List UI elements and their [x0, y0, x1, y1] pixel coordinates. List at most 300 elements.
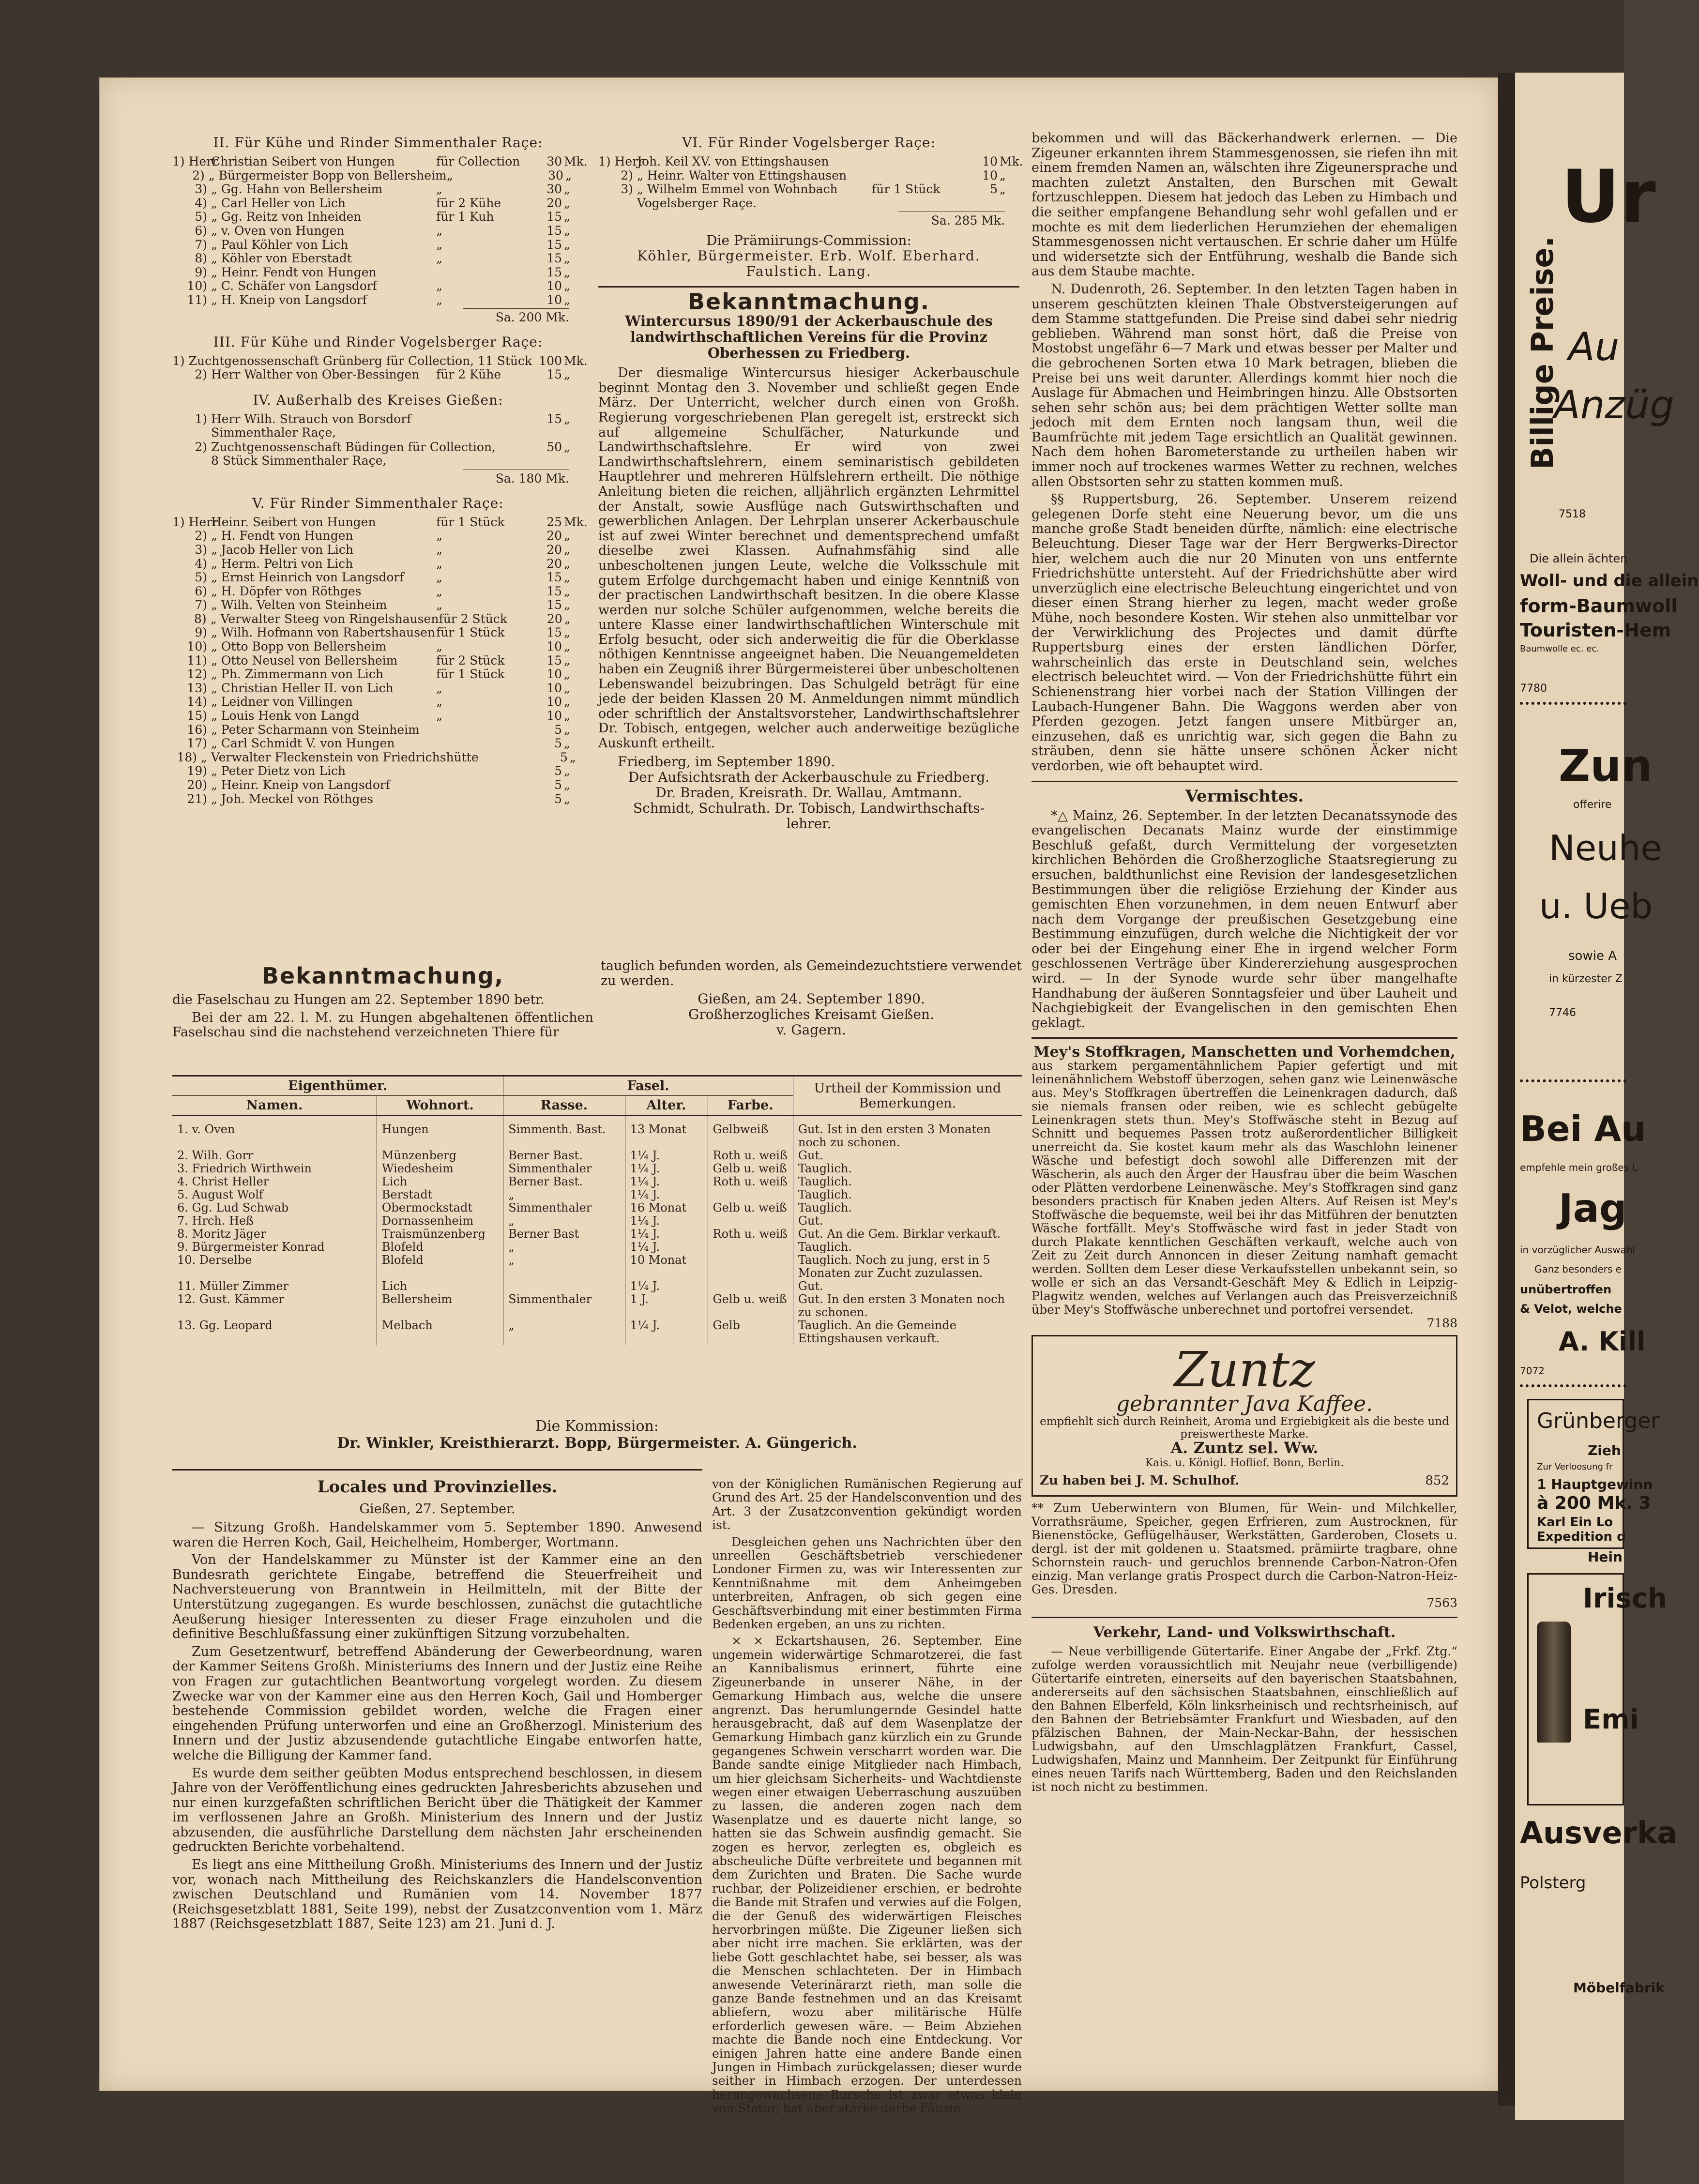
list-row [172, 585, 584, 599]
list-row [172, 224, 584, 238]
locales-date: Gießen, 27. September. [359, 1502, 516, 1517]
table-cell-rasse [503, 1280, 625, 1293]
row-number: 6) [195, 584, 207, 598]
row-name: „ H. Döpfer von Röthges [211, 584, 362, 598]
section-v-title: V. Für Rinder Simmenthaler Raçe: [252, 495, 504, 511]
adjacent-page [1515, 73, 1699, 2120]
list-row [172, 792, 584, 806]
row-unit: „ [564, 411, 570, 426]
row-number: 4) [195, 196, 207, 210]
row-name: „ Herm. Peltri von Lich [211, 556, 353, 571]
commission-title: Die Prämiirungs-Commission: [706, 232, 911, 249]
table-cell-farbe: Gelb [708, 1319, 793, 1345]
row-unit: „ [569, 750, 576, 764]
list-row [172, 598, 584, 612]
row-number: 8) [195, 251, 207, 266]
commission-line-2: Faulstich. Lang. [746, 263, 872, 280]
np-t5: Woll- und die allein [1520, 571, 1699, 591]
section-iii-title: III. Für Kühe und Rinder Vogelsberger Raçe: [213, 334, 543, 350]
decorative-border [1520, 1384, 1626, 1389]
row-number: 2) [621, 168, 633, 182]
row-number: 6) [195, 223, 207, 238]
column-1 [172, 131, 588, 806]
list-row [598, 182, 1019, 211]
row-extra [532, 354, 539, 368]
row-extra [436, 723, 528, 737]
row-name: „ Joh. Meckel von Röthges [211, 791, 374, 806]
row-value: 20 [546, 611, 562, 626]
np-n1: 7518 [1559, 508, 1586, 520]
list-row [172, 182, 584, 197]
row-name: Joh. Keil XV. von Ettingshausen [637, 154, 829, 168]
np-t26: 1 Hauptgewinn [1537, 1476, 1653, 1492]
table-row [172, 1162, 1022, 1175]
row-unit: „ [565, 168, 572, 182]
row-name: „ Louis Henk von Langd [211, 709, 360, 723]
row-unit: „ [564, 764, 570, 778]
row-value: 5 [554, 722, 562, 737]
list-row [172, 368, 584, 382]
row-number: 11) [187, 653, 207, 667]
row-name: „ Christian Heller II. von Lich [211, 681, 394, 695]
billige-preise-vertical: Billige Preise. [1525, 236, 1560, 470]
row-extra: „ [436, 639, 442, 654]
np-t13: sowie A [1568, 949, 1617, 963]
row-extra: „ [436, 681, 442, 695]
row-number: 1) [195, 411, 207, 426]
row-value: 30 [546, 182, 562, 197]
row-extra [436, 266, 528, 280]
table-cell-name: 7. Hrch. Heß [177, 1214, 254, 1228]
table-cell-urt: Gut. An die Gem. Birklar verkauft. [793, 1228, 1022, 1241]
row-name: „ Ernst Heinrich von Langsdorf [211, 570, 404, 585]
row-number: 2) [192, 168, 205, 182]
list-row [172, 353, 588, 368]
row-extra: „ [446, 168, 453, 182]
table-cell-alter: 1¼ J. [625, 1175, 708, 1188]
row-number: 12) [187, 667, 207, 682]
table-cell-farbe [708, 1254, 793, 1280]
row-unit: „ [564, 292, 570, 307]
section-iv-sum: Sa. 180 Mk. [463, 470, 569, 486]
row-unit: „ [564, 182, 570, 197]
np-t34: Polsterg [1520, 1873, 1586, 1893]
list-row [172, 667, 584, 682]
table-cell-name: 5. August Wolf [177, 1188, 263, 1201]
row-value: 5 [560, 750, 568, 764]
list-row [172, 238, 584, 252]
np-t3: Anzüg [1554, 382, 1674, 427]
np-t35: Möbelfabrik [1573, 1980, 1665, 1996]
table-cell-ort: Wiedesheim [377, 1162, 503, 1175]
row-number: 10) [187, 639, 207, 654]
row-unit: „ [564, 367, 570, 382]
table-cell-urt: Gut. [793, 1280, 1022, 1293]
row-unit: „ [564, 223, 570, 238]
row-extra: „ [436, 556, 442, 571]
zuntz-dealer-row [1040, 1473, 1449, 1488]
table-cell-ort: Bellersheim [377, 1293, 503, 1319]
table-cell-alter: 1¼ J. [625, 1280, 708, 1293]
table-cell-rasse: „ [503, 1319, 625, 1345]
faselschau-table-body [172, 1116, 1022, 1346]
table-cell-ort: Blofeld [377, 1241, 503, 1254]
row-number: 2) [195, 440, 207, 454]
article-dudenroth: N. Dudenroth, 26. September. In den letzten Tagen haben in unserem geschützten kleinen Thale Obstversteigerungen auf dem Stamme stattgefunden. Die Preise sind dabei sehr niedrig geblieben. Während man sonst hört, daß die Preise von Mostobst ungefähr 6—7 Mark und etwas besser per Malter und die gebrochenen Sorten etwa 10 Mark betragen, blieben die Preise bei uns weit darunter. Allerdings kommt hier noch die Auslage für Abmachen und Heimbringen hinzu. Alle Obstsorten sehen sehr schön aus; bei dem prächtigen Wetter sollte man jedoch mit dem Ernten noch langsam thun, weil die Baumfrüchte mit jedem Tage ersichtlich an Qualität gewinnen. Nach dem hohen Barometerstande zu urtheilen haben wir immer noch auf trockenes warmes Wetter zu rechnen, welches allen Obstsorten sehr zu statten kommen muß. [1032, 281, 1457, 489]
row-extra: „ [436, 237, 442, 252]
row-value: 20 [546, 542, 562, 557]
list-row [172, 169, 584, 183]
row-name: „ Wilhelm Emmel von Wohnbach Vogelsberger Raçe. [637, 182, 838, 210]
table-cell-alter: 1¼ J. [625, 1188, 708, 1201]
row-unit: Mk. [1000, 154, 1023, 168]
np-t21: & Velot, welche [1520, 1302, 1622, 1316]
row-name: „ Gg. Hahn von Bellersheim [211, 182, 383, 197]
row-value: 20 [546, 196, 562, 210]
table-cell-ort: Münzenberg [377, 1149, 503, 1162]
table-cell-urt: Gut. [793, 1214, 1022, 1228]
table-cell-name: 1. v. Oven [172, 1116, 377, 1150]
row-unit: „ [1000, 182, 1006, 197]
row-number: 11) [187, 292, 207, 307]
list-row [172, 654, 584, 668]
header-name: Namen. [172, 1096, 377, 1116]
list-row [172, 778, 584, 792]
table-cell-name: 8. Moritz Jäger [177, 1227, 266, 1241]
list-row [172, 293, 584, 307]
table-cell-urt: Tauglich. [793, 1188, 1022, 1201]
row-number: 17) [187, 736, 207, 751]
row-value: 10 [982, 168, 998, 182]
row-number: 1) Herr [172, 515, 218, 529]
row-unit: „ [564, 791, 570, 806]
row-unit: „ [564, 709, 570, 723]
locales-para-2: Von der Handelskammer zu Münster ist der Kammer eine an den Bundesrath gerichtete Eingabe, betreffend die Steuerfreiheit und Nachversteuerung von Branntwein in Heilmitteln, mit der Bitte der Unterstützung zugegangen. Es wurde beschlossen, zunächst die gutachtliche Aeußerung hiesiger Interessenten zu dieser Frage einzuholen und die definitive Beschlußfassung einer zukünftigen Sitzung vorzubehalten. [172, 1552, 702, 1642]
row-value: 30 [548, 168, 563, 182]
row-value: 5 [554, 778, 562, 792]
table-cell-alter: 1¼ J. [625, 1319, 708, 1345]
row-name: „ Ph. Zimmermann von Lich [211, 667, 383, 682]
np-t7: Touristen-Hem [1520, 620, 1671, 641]
table-cell-alter: 10 Monat [625, 1254, 708, 1280]
table-row [172, 1241, 1022, 1254]
row-name: „ Leidner von Villingen [211, 695, 353, 709]
row-number: 16) [187, 722, 207, 737]
np-t14: in kürzester Z [1549, 973, 1623, 985]
row-unit: „ [564, 542, 570, 557]
table-header-row-1 [172, 1076, 1022, 1096]
table-cell-ort: Lich [377, 1280, 503, 1293]
row-extra [436, 737, 528, 751]
row-value: 30 [546, 154, 562, 168]
table-cell-alter: 1 J. [625, 1293, 708, 1319]
row-value: 15 [546, 570, 562, 585]
newspaper-page [99, 77, 1498, 2116]
locales-title: Locales und Provinzielles. [317, 1477, 558, 1497]
np-t33: Ausverka [1520, 1815, 1678, 1850]
row-number: 9) [195, 625, 207, 640]
table-cell-rasse: Simmenthaler [503, 1293, 625, 1319]
table-cell-farbe [708, 1188, 793, 1201]
stove-illustration [1537, 1622, 1571, 1743]
row-value: 15 [546, 237, 562, 252]
row-extra: für 1 Stück [436, 625, 505, 640]
header-owner: Eigenthümer. [172, 1076, 503, 1096]
table-cell-alter: 1¼ J. [625, 1228, 708, 1241]
row-number: 21) [187, 791, 207, 806]
row-value: 5 [990, 182, 998, 197]
kommission-block [172, 1418, 1022, 1452]
row-number: 1) [172, 353, 185, 368]
row-unit: „ [564, 653, 570, 667]
table-cell-name: 2. Wilh. Gorr [177, 1149, 254, 1162]
table-cell-name: 10. Derselbe [177, 1253, 252, 1267]
decorative-border [1520, 702, 1626, 707]
row-name: „ Jacob Heller von Lich [211, 542, 354, 557]
row-name: Herr Walther von Ober-Bessingen [211, 367, 420, 382]
row-name: „ Gg. Reitz von Inheiden [211, 210, 362, 224]
row-number: 5) [195, 570, 207, 585]
row-name: „ v. Oven von Hungen [211, 223, 345, 238]
java-kaffee-logo-text: gebrannter Java Kaffee. [1116, 1392, 1373, 1417]
np-t22: A. Kill [1559, 1326, 1646, 1357]
row-unit: „ [564, 778, 570, 792]
row-value: 20 [546, 556, 562, 571]
row-value: 50 [546, 440, 562, 454]
table-row [172, 1319, 1022, 1345]
zuntz-logo-text: Zuntz [1174, 1341, 1315, 1398]
row-value: 15 [546, 251, 562, 266]
table-cell-name: 9. Bürgermeister Konrad [177, 1240, 325, 1254]
section-ii-title: II. Für Kühe und Rinder Simmenthaler Raçe: [213, 135, 543, 151]
row-extra [436, 792, 528, 806]
table-row [172, 1228, 1022, 1241]
row-value: 15 [546, 367, 562, 382]
row-extra: „ [436, 598, 442, 612]
row-number: 8) [194, 611, 207, 626]
bekanntmachung-text: Der diesmalige Wintercursus hiesiger Ackerbauschule beginnt Montag den 3. November und schließt gegen Ende März. Der Unterricht, welcher durch einen von Großh. Regierung vorgeschriebenen Plan geregelt ist, erstreckt sich auf allgemeine Schulfächer, Naturkunde und Landwirthschaftslehre. Er wird von zwei Landwirthschaftslehrern, einem seminaristisch gebildeten Hauptlehrer und mehreren Hülfslehrern ertheilt. Die nöthige Anleitung bieten die reichen, alljährlich ergänzten Lehrmittel der Anstalt, sowie Ausflüge nach Gutswirthschaften und gewerblichen Anlagen. Der Lehrplan unserer Ackerbauschule ist auf zwei Winter berechnet und dementsprechend umfaßt dieselbe zwei Klassen. Aufnahmsfähig sind alle unbescholtenen jungen Leute, welche die Volksschule mit gutem Erfolge durchgemacht haben und einige Kenntniß von der practischen Landwirthschaft besitzen. In die obere Klasse werden nur solche Schüler aufgenommen, welche bereits die untere Klasse einer landwirthschaftlichen Winterschule mit Erfolg besucht, oder sich anderweitig die für die Oberklasse nöthigen Kenntnisse angeeignet haben. Die Neuangemeldeten haben ein Zeugniß ihrer Bürgermeisterei über unbescholtenen Lebenswandel beizubringen. Das Schulgeld beträgt für eine jede der beiden Klassen 20 M. Anmeldungen nimmt mündlich oder schriftlich der Anstaltsvorsteher, Landwirthschaftslehrer Dr. Tobisch, entgegen, welcher auch anderweitige bezügliche Auskunft ertheilt. [598, 365, 1019, 751]
row-extra: „ [436, 570, 442, 585]
row-number: 4) [195, 556, 207, 571]
list-row [172, 197, 584, 211]
table-cell-urt: Gut. Ist in den ersten 3 Monaten noch zu schonen. [793, 1116, 1022, 1150]
row-name: Herr Wilh. Strauch von Borsdorf Simmenthaler Raçe, [211, 411, 411, 440]
row-unit: „ [564, 681, 570, 695]
row-unit: „ [564, 695, 570, 709]
list-row [598, 154, 1023, 169]
row-value: 10 [546, 639, 562, 654]
row-name: „ Bürgermeister Bopp von Bellersheim [208, 168, 447, 182]
table-cell-rasse: Berner Bast [503, 1228, 625, 1241]
row-unit: „ [564, 440, 570, 454]
table-cell-rasse: Berner Bast. [503, 1149, 625, 1162]
heater-ad-number: 7563 [1426, 1596, 1457, 1610]
table-cell-ort: Hungen [377, 1116, 503, 1150]
table-cell-urt: Tauglich. [793, 1175, 1022, 1188]
row-unit: „ [564, 265, 570, 279]
row-value: 10 [546, 292, 562, 307]
vermischtes-text: *△ Mainz, 26. September. In der letzten Decanatssynode des evangelischen Decanats Mainz wurde der einstimmige Beschluß gefaßt, durch Vermittelung der vorgesetzten kirchlichen Behörden die Großherzogliche Staatsregierung zu ersuchen, baldthunlichst eine Revision der landesgesetzlichen Bestimmungen über die religiöse Erziehung der Kinder aus gemischten Ehen vorzunehmen, in dem neuen Entwurf aber nach dem Vorgange der preußischen Gesetzgebung eine Bestimmung einzufügen, durch welche die Nichtigkeit der vor oder bei der Eingehung einer Ehe in irgend welcher Form geschlossenen Verträge über Kindererziehung ausgesprochen wird. — In der Synode wurde sehr über mangelhafte Handhabung der äußeren Sonntagsfeier und über Lauheit und Nachgiebigkeit der Evangelischen in den gemischten Ehen geklagt. [1032, 808, 1457, 1031]
row-name: „ Carl Heller von Lich [211, 196, 346, 210]
zuntz-dealer: Zu haben bei J. M. Schulhof. [1040, 1473, 1240, 1488]
np-t28: Karl Ein Lo [1537, 1515, 1613, 1530]
np-t32: Emi [1583, 1704, 1639, 1735]
header-rasse: Rasse. [503, 1096, 625, 1116]
row-value: 25 [546, 515, 562, 529]
row-extra: für 2 Kühe [436, 196, 501, 210]
table-row [172, 1149, 1022, 1162]
row-unit: „ [564, 611, 571, 626]
zuntz-ad-number: 852 [1425, 1473, 1449, 1488]
zuntz-firm-sub: Kais. u. Königl. Hoflief. Bonn, Berlin. [1145, 1457, 1344, 1470]
np-t31: Irisch [1583, 1583, 1668, 1614]
signature-2: Dr. Braden, Kreisrath. Dr. Wallau, Amtmann. [655, 784, 962, 801]
table-cell-farbe: Roth u. weiß [708, 1228, 793, 1241]
list-row [172, 709, 584, 723]
list-row [172, 543, 584, 557]
row-value: 10 [546, 279, 562, 293]
table-row [172, 1175, 1022, 1188]
divider [1032, 1617, 1457, 1618]
header-fasel: Fasel. [503, 1076, 793, 1096]
row-name: „ H. Kneip von Langsdorf [211, 292, 367, 307]
row-extra: „ [436, 182, 442, 197]
table-cell-farbe: Roth u. weiß [708, 1175, 793, 1188]
article-continued: bekommen und will das Bäckerhandwerk erlernen. — Die Zigeuner erkannten ihrem Stammesgenossen, sie riefen ihn mit einem fremden Namen an, wälschten ihre Zigeunersprache und machten zuletzt Anstalten, den Burschen mit Gewalt fortzuschleppen. Diesem hat jedoch das Leben zu Himbach und die seither empfangene Behandlung sehr wohl gefallen und er mochte es mit dem liederlichen Herumziehen der ehemaligen Stammesgenossen nicht vertauschen. Er schrie daher um Hülfe und widersetzte sich der Entführung, weshalb die Bande sich aus dem Staube machte. [1032, 131, 1457, 279]
row-number: 18) [177, 750, 197, 764]
row-extra [872, 169, 964, 183]
book-binding [1498, 73, 1515, 2106]
row-number: 1) Herr [172, 154, 218, 168]
mey-ad-text: aus starkem pergamentähnlichem Papier gefertigt und mit leinenähnlichem Webstoff überzogen, sehen ganz wie Leinenwäsche aus. Mey's Stoffkragen übertreffen die Leinenkragen dadurch, daß sie niemals fransen oder reiben, wie es schlecht gebügelte Leinenkragen stets thun. Mey's Stoffwäsche steht in Bezug auf Schnitt und bequemes Passen trotz außerordentlicher Billigkeit unerreicht da. Sie kostet kaum mehr als das Waschlohn leinener Wäsche und befestigt doch sowohl alle Differenzen mit der Wäscherin, als auch den Ärger der Hausfrau über die beim Waschen oder Plätten verdorbene Leinenwäsche. Mey's Stoffkragen sind ganz besonders practisch für Knaben jeden Alters. Auf Reisen ist Mey's Stoffwäsche die bequemste, weil bei ihr das Mitführen der benutzten Wäsche fortfällt. Mey's Stoffwäsche wird fast in jeder Stadt von durch Plakate kenntlichen Geschäften verkauft, welche auch von Zeit zu Zeit durch Annoncen in dieser Zeitung namhaft gemacht werden. Sollten dem Leser diese Verkaufsstellen unbekannt sein, so wolle er sich an das Versandt-Geschäft Mey & Edlich in Leipzig-Plagwitz wenden, welches auf Verlangen auch das Preisverzeichniß über Mey's Stoffwäsche unberechnet und portofrei versendet. [1032, 1059, 1457, 1317]
table-cell-rasse: „ [503, 1241, 625, 1254]
list-row [172, 626, 584, 640]
list-row [172, 695, 584, 709]
table-cell-alter: 1¼ J. [625, 1241, 708, 1254]
row-number: 3) [195, 542, 207, 557]
column-2 [598, 131, 1023, 832]
row-extra: „ [436, 529, 442, 543]
row-unit: „ [564, 196, 570, 210]
table-cell-ort: Dornassenheim [377, 1214, 503, 1228]
row-unit: „ [564, 210, 570, 224]
row-number: 3) [621, 182, 633, 197]
np-n4: 7072 [1520, 1365, 1545, 1377]
np-t19: Ganz besonders e [1534, 1263, 1622, 1275]
row-extra [872, 155, 964, 169]
signature-4: lehrer. [786, 815, 832, 832]
signature-3: Schmidt, Schulrath. Dr. Tobisch, Landwirthschafts- [633, 800, 985, 816]
faselschau-office: Großherzogliches Kreisamt Gießen. [688, 1006, 934, 1023]
section-iv-title: IV. Außerhalb des Kreises Gießen: [253, 392, 503, 408]
row-name: „ Peter Dietz von Lich [211, 764, 346, 778]
row-number: 3) [195, 182, 207, 197]
section-v-list [172, 515, 588, 806]
row-extra: für 1 Kuh [436, 210, 494, 224]
faselschau-text-2: Bei der am 22. l. M. zu Hungen abgehaltenen öffentlichen Faselschau sind die nachstehend verzeichneten Thiere für [172, 1010, 593, 1040]
row-name: „ Otto Bopp von Bellersheim [211, 639, 387, 654]
table-cell-alter: 1¼ J. [625, 1162, 708, 1175]
row-name: „ H. Fendt von Hungen [211, 529, 353, 543]
np-t6: form-Baumwoll [1520, 595, 1678, 617]
table-row [172, 1280, 1022, 1293]
row-unit: „ [564, 529, 570, 543]
row-value: 15 [546, 265, 562, 279]
row-unit: Mk. [564, 353, 588, 368]
table-cell-urt: Tauglich. An die Gemeinde Ettingshausen verkauft. [793, 1319, 1022, 1345]
table-cell-name: 13. Gg. Leopard [177, 1319, 273, 1332]
table-cell-ort: Obermockstadt [377, 1201, 503, 1214]
table-cell-urt: Tauglich. Noch zu jung, erst in 5 Monaten zur Zucht zuzulassen. [793, 1254, 1022, 1280]
table-cell-urt: Tauglich. [793, 1201, 1022, 1214]
list-row [172, 266, 584, 280]
heater-advertisement [1032, 1502, 1457, 1610]
row-unit: „ [564, 667, 570, 682]
row-value: 15 [546, 653, 562, 667]
table-cell-urt: Tauglich. [793, 1162, 1022, 1175]
row-unit: „ [564, 625, 570, 640]
row-number: 5) [195, 210, 207, 224]
row-name: „ Köhler von Eberstadt [211, 251, 352, 266]
table-cell-urt: Gut. [793, 1149, 1022, 1162]
row-name: Zuchtgenossenschaft Büdingen für Collection, 8 Stück Simmenthaler Raçe, [211, 440, 496, 468]
row-unit: „ [564, 251, 570, 266]
row-value: 15 [546, 584, 562, 598]
row-number: 15) [187, 709, 207, 723]
locales-para-3: Zum Gesetzentwurf, betreffend Abänderung der Gewerbeordnung, waren der Kammer Seitens Großh. Ministeriums des Innern und der Justiz eine Reihe von Fragen zur gutachtlichen Beantwortung vorgelegt worden. Zu diesem Zwecke war von der Kammer eine aus den Herren Koch, Gail und Homberger bestehende Commission gebildet worden, welche die Fragen einer eingehenden Prüfung unterworfen und eine an Großherzogl. Ministerium des Innern und der Justiz abzusendende gutachtliche Eingabe entworfen hatte, welche die Billigung der Kammer fand. [172, 1644, 702, 1763]
table-cell-farbe: Roth u. weiß [708, 1149, 793, 1162]
table-cell-name: 12. Gust. Kämmer [177, 1292, 285, 1306]
header-farbe: Farbe. [708, 1096, 793, 1116]
table-cell-name: 6. Gg. Lud Schwab [177, 1201, 289, 1214]
mey-ad-number: 7188 [1426, 1316, 1457, 1331]
row-extra [436, 764, 528, 778]
divider [172, 1469, 702, 1471]
list-row [172, 764, 584, 778]
section-vi-title: VI. Für Rinder Vogelsberger Raçe: [682, 135, 936, 151]
np-t29: Expedition d [1537, 1530, 1626, 1544]
zuntz-firm: A. Zuntz sel. Ww. [1170, 1439, 1319, 1457]
signature-1: Der Aufsichtsrath der Ackerbauschule zu Friedberg. [628, 769, 990, 785]
section-vi-sum: Sa. 285 Mk. [898, 212, 1005, 228]
table-cell-ort: Melbach [377, 1319, 503, 1345]
np-t16: empfehle mein großes L [1520, 1162, 1638, 1173]
header-wohnort: Wohnort. [377, 1096, 503, 1116]
row-value: 15 [546, 598, 562, 612]
np-t4: Die allein ächten [1530, 552, 1628, 565]
row-value: 15 [546, 223, 562, 238]
mey-advertisement [1032, 1046, 1457, 1330]
table-row [172, 1214, 1022, 1228]
table-row [172, 1293, 1022, 1319]
row-unit: „ [564, 237, 570, 252]
row-name: „ C. Schäfer von Langsdorf [211, 279, 378, 293]
list-row [172, 612, 584, 626]
header-urtheil: Urtheil der Kommission und Bemerkungen. [793, 1076, 1022, 1116]
table-cell-rasse: Simmenth. Bast. [503, 1116, 625, 1150]
table-cell-farbe [708, 1280, 793, 1293]
row-unit: „ [564, 598, 570, 612]
np-t15: Bei Au [1520, 1108, 1646, 1149]
row-value: 10 [546, 681, 562, 695]
table-cell-ort: Blofeld [377, 1254, 503, 1280]
row-unit: „ [564, 722, 570, 737]
middle-lower-column [712, 1462, 1022, 2119]
table-cell-farbe [708, 1214, 793, 1228]
middle-para-2: Desgleichen gehen uns Nachrichten über den unreellen Geschäftsbetrieb verschiedener Londoner Firmen zu, was wir Interessenten zur Kenntnißnahme mit dem Anheimgeben unterbreiten, Anfragen, ob sich gegen eine Geschäftsverbindung mit einer bestimmten Firma Bedenken ergeben, an uns zu richten. [712, 1534, 1022, 1632]
row-name: „ Carl Schmidt V. von Hungen [211, 736, 395, 751]
row-number: 19) [187, 764, 207, 778]
